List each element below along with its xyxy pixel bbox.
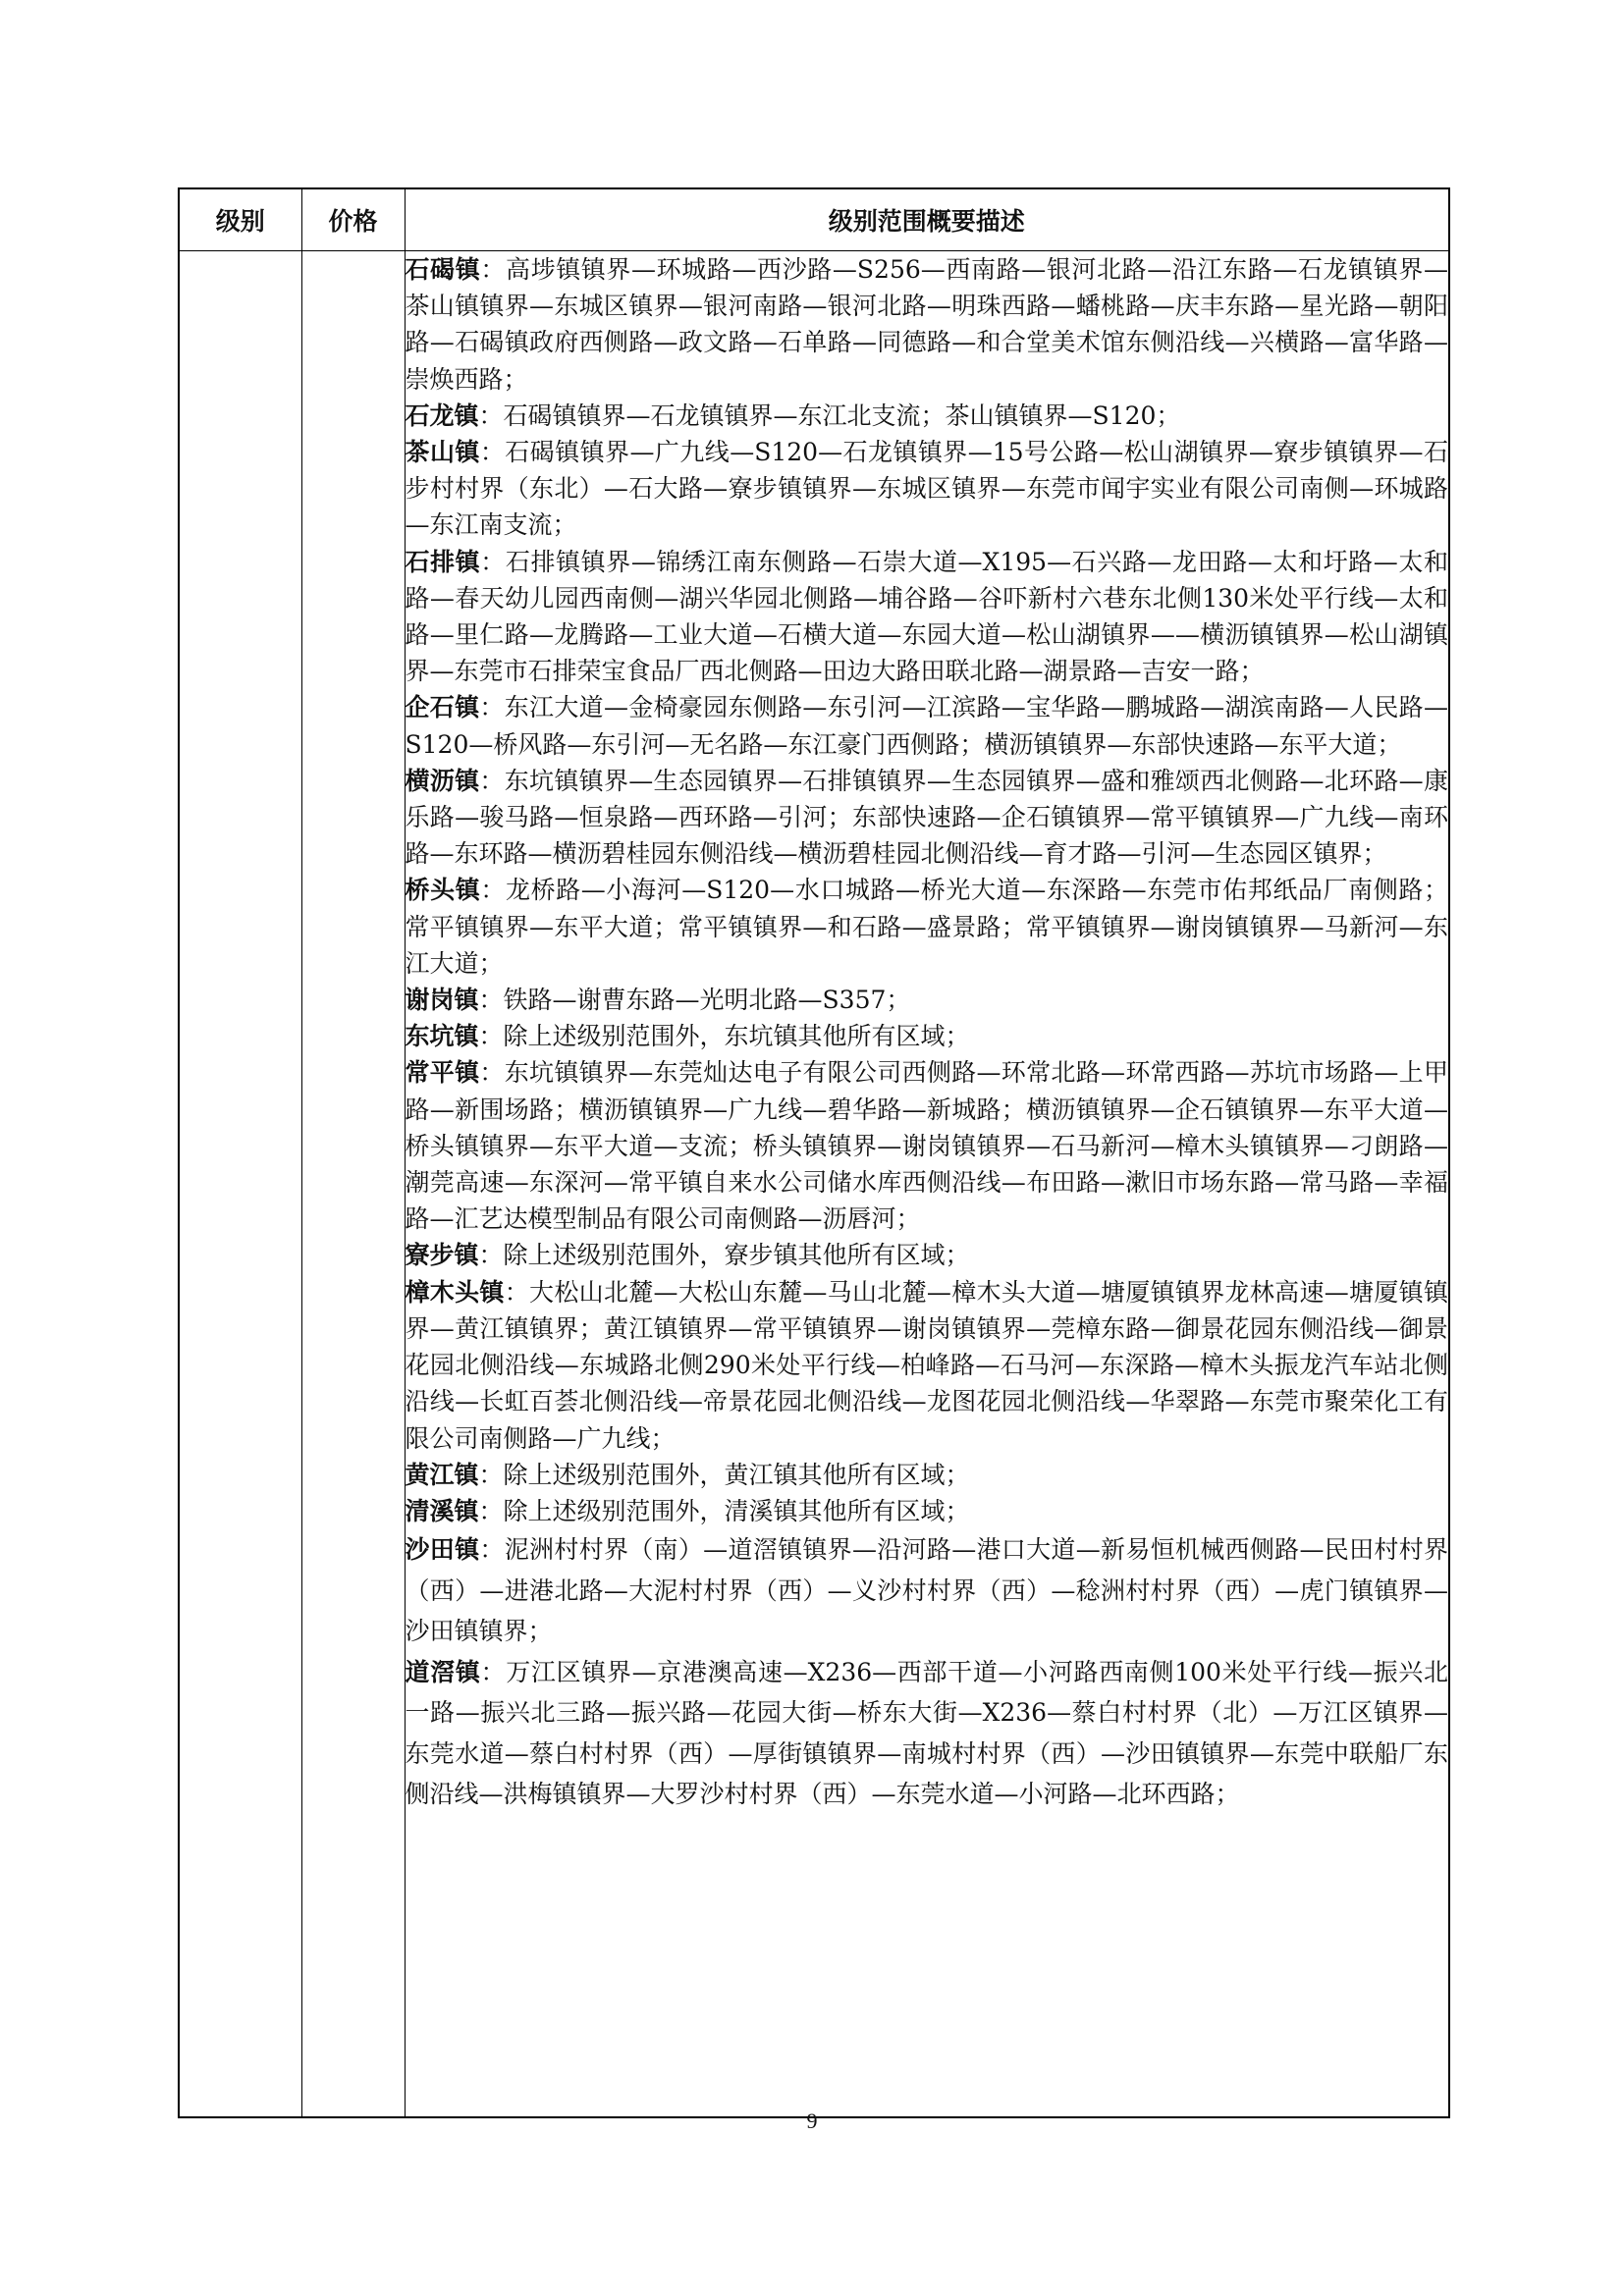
town-name: 寮步镇 <box>405 1241 479 1270</box>
town-separator: ： <box>479 1058 505 1088</box>
town-separator: ： <box>478 1460 504 1489</box>
table-header-row <box>179 188 1449 251</box>
town-range-text: 石碣镇镇界—石龙镇镇界—东江北支流；茶山镇镇界—S120； <box>503 400 1181 430</box>
table-row <box>179 251 1449 2118</box>
town-separator: ： <box>480 876 506 905</box>
header-level: 级别 <box>179 188 301 251</box>
town-name: 桥头镇 <box>405 876 481 905</box>
town-separator: ： <box>480 255 506 284</box>
town-entry <box>406 872 1449 982</box>
price-cell <box>301 251 405 2118</box>
town-range-text: 泥洲村村界（南）—道滘镇镇界—沿河路—港口大道—新易恒机械西侧路—民田村村界（西）—进港北路—大泥村村界（西）—义沙村村界（西）—稔洲村村界（西）—虎门镇镇界—沙田镇镇界； <box>405 1535 1448 1646</box>
town-entry <box>406 398 1449 434</box>
town-range-text: 石排镇镇界—锦绣江南东侧路—石崇大道—X195—石兴路—龙田路—太和圩路—太和路—春天幼儿园西南侧—湖兴华园北侧路—埔谷路—谷吓新村六巷东北侧130米处平行线—太和路—里仁路—龙腾路—工业大道—石横大道—东园大道—松山湖镇界——横沥镇镇界—松山湖镇界—东莞市石排荣宝食品厂西北侧路—田边大路田联北路—湖景路—吉安一路； <box>405 547 1448 686</box>
town-range-text: 东江大道—金椅豪园东侧路—东引河—江滨路—宝华路—鹏城路—湖滨南路—人民路—S120—桥风路—东引河—无名路—东江豪门西侧路；横沥镇镇界—东部快速路—东平大道； <box>405 693 1448 759</box>
header-price: 价格 <box>301 188 405 251</box>
town-range-text: 东坑镇镇界—东莞灿达电子有限公司西侧路—环常北路—环常西路—苏坑市场路—上甲路—新围场路；横沥镇镇界—广九线—碧华路—新城路；横沥镇镇界—企石镇镇界—东平大道—桥头镇镇界—东平大道—支流；桥头镇镇界—谢岗镇镇界—石马新河—樟木头镇镇界—刁朗路—潮莞高速—东深河—常平镇自来水公司储水库西侧沿线—布田路—漱旧市场东路—常马路—幸福路—汇艺达模型制品有限公司南侧路—沥唇河； <box>405 1058 1448 1234</box>
town-separator: ： <box>479 766 505 795</box>
town-range-text: 除上述级别范围外，黄江镇其他所有区域； <box>503 1460 970 1489</box>
town-range-text: 万江区镇界—京港澳高速—X236—西部干道—小河路西南侧100米处平行线—振兴北一路—振兴北三路—振兴路—花园大街—桥东大街—X236—蔡白村村界（北）—万江区镇界—东莞水道—蔡白村村界（西）—厚街镇镇界—南城村村界（西）—沙田镇镇界—东莞中联船厂东侧沿线—洪梅镇镇界—大罗沙村村界（西）—东莞水道—小河路—北环西路； <box>405 1657 1448 1809</box>
town-entry <box>406 982 1449 1018</box>
town-separator: ： <box>480 1657 507 1686</box>
town-name: 道滘镇 <box>405 1657 481 1686</box>
town-name: 东坑镇 <box>405 1022 479 1051</box>
town-name: 企石镇 <box>405 693 480 722</box>
town-separator: ： <box>479 693 505 722</box>
town-range-text: 石碣镇镇界—广九线—S120—石龙镇镇界—15号公路—松山湖镇界—寮步镇镇界—石步村村界（东北）—石大路—寮步镇镇界—东城区镇界—东莞市闻宇实业有限公司南侧—环城路—东江南支流； <box>405 438 1448 540</box>
town-separator: ： <box>504 1277 530 1307</box>
town-name: 谢岗镇 <box>405 986 479 1015</box>
town-name: 清溪镇 <box>405 1496 479 1525</box>
town-entry <box>406 689 1449 762</box>
town-name: 石排镇 <box>405 547 481 576</box>
town-separator: ： <box>479 1535 505 1565</box>
town-name: 樟木头镇 <box>405 1277 505 1307</box>
town-entry <box>406 434 1449 544</box>
town-name: 茶山镇 <box>405 438 480 467</box>
town-name: 黄江镇 <box>405 1460 479 1489</box>
town-entry <box>406 1018 1449 1054</box>
town-name: 横沥镇 <box>405 766 480 795</box>
page-number: 9 <box>806 2109 818 2133</box>
town-range-text: 大松山北麓—大松山东麓—马山北麓—樟木头大道—塘厦镇镇界龙林高速—塘厦镇镇界—黄江镇镇界；黄江镇镇界—常平镇镇界—谢岗镇镇界—莞樟东路—御景花园东侧沿线—御景花园北侧沿线—东城路北侧290米处平行线—柏峰路—石马河—东深路—樟木头振龙汽车站北侧沿线—长虹百荟北侧沿线—帝景花园北侧沿线—龙图花园北侧沿线—华翠路—东莞市聚荣化工有限公司南侧路—广九线； <box>405 1277 1448 1453</box>
town-separator: ： <box>478 1496 504 1525</box>
town-range-text: 除上述级别范围外，东坑镇其他所有区域； <box>503 1022 970 1051</box>
town-entry <box>406 1652 1449 1815</box>
town-entry <box>406 1237 1449 1273</box>
town-separator: ： <box>478 986 504 1015</box>
town-name: 沙田镇 <box>405 1535 480 1565</box>
town-separator: ： <box>478 400 504 430</box>
description-cell <box>405 251 1449 2118</box>
town-entry <box>406 1457 1449 1493</box>
town-name: 常平镇 <box>405 1058 480 1088</box>
town-entry <box>406 1493 1449 1529</box>
town-entry <box>406 763 1449 873</box>
town-separator: ： <box>480 547 506 576</box>
town-entry <box>406 1054 1449 1237</box>
town-name: 石碣镇 <box>405 255 481 284</box>
town-entry <box>406 1529 1449 1652</box>
town-range-text: 东坑镇镇界—生态园镇界—石排镇镇界—生态园镇界—盛和雅颂西北侧路—北环路—康乐路—骏马路—恒泉路—西环路—引河；东部快速路—企石镇镇界—常平镇镇界—广九线—南环路—东环路—横沥碧桂园东侧沿线—横沥碧桂园北侧沿线—育才路—引河—生态园区镇界； <box>405 766 1448 869</box>
land-price-level-table <box>178 187 1450 2118</box>
town-range-text: 铁路—谢曹东路—光明北路—S357； <box>503 986 911 1015</box>
town-separator: ： <box>479 438 506 467</box>
town-entry <box>406 544 1449 690</box>
header-description: 级别范围概要描述 <box>405 188 1449 251</box>
town-entry <box>406 251 1449 398</box>
level-cell <box>179 251 301 2118</box>
town-entry <box>406 1274 1449 1457</box>
town-separator: ： <box>478 1022 504 1051</box>
town-range-text: 高埗镇镇界—环城路—西沙路—S256—西南路—银河北路—沿江东路—石龙镇镇界—茶山镇镇界—东城区镇界—银河南路—银河北路—明珠西路—蟠桃路—庆丰东路—星光路—朝阳路—石碣镇政府西侧路—政文路—石单路—同德路—和合堂美术馆东侧沿线—兴横路—富华路—崇焕西路； <box>405 255 1448 394</box>
town-range-text: 除上述级别范围外，清溪镇其他所有区域； <box>503 1496 970 1525</box>
town-range-text: 龙桥路—小海河—S120—水口城路—桥光大道—东深路—东莞市佑邦纸品厂南侧路；常平镇镇界—东平大道；常平镇镇界—和石路—盛景路；常平镇镇界—谢岗镇镇界—马新河—东江大道； <box>405 876 1448 978</box>
town-name: 石龙镇 <box>405 400 479 430</box>
town-separator: ： <box>478 1241 504 1270</box>
town-range-text: 除上述级别范围外，寮步镇其他所有区域； <box>503 1241 970 1270</box>
